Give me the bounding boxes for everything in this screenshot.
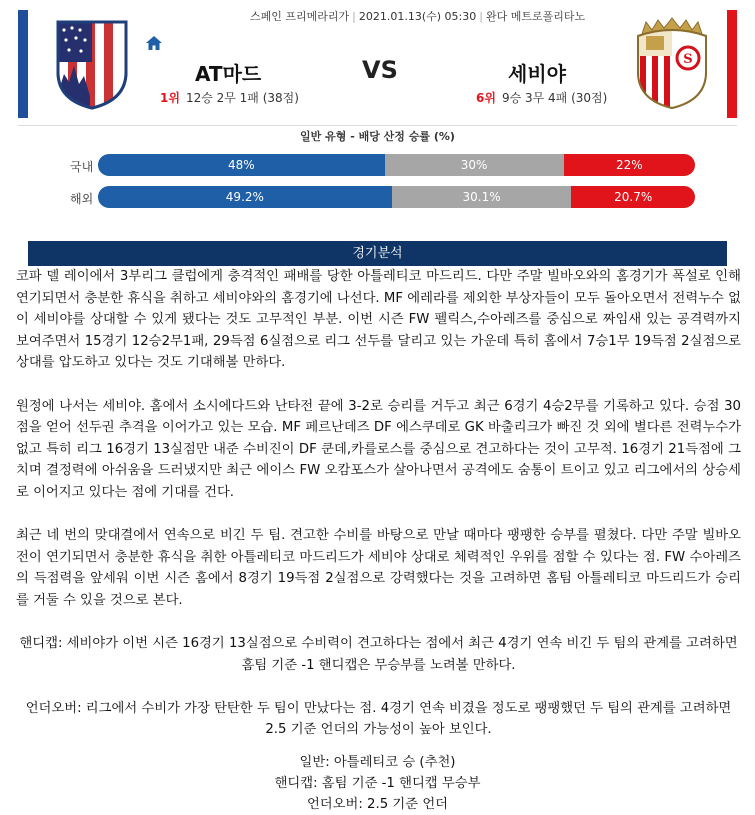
analysis-body — [16, 266, 741, 763]
away-win-segment: 20.7% — [571, 186, 695, 208]
match-header — [0, 0, 755, 120]
away-record-text: 9승 3무 4패 (30점) — [501, 91, 608, 105]
away-win-segment: 22% — [564, 154, 695, 176]
odds-bar — [98, 154, 695, 176]
draw-segment: 30.1% — [392, 186, 572, 208]
header-divider — [18, 125, 737, 126]
vs-label: VS — [362, 56, 398, 84]
odds-row-label: 국내 — [70, 160, 94, 174]
home-win-segment: 49.2% — [98, 186, 392, 208]
sevilla-logo — [632, 16, 712, 112]
away-accent-bar — [727, 10, 737, 118]
analysis-paragraph: 최근 네 번의 맞대결에서 연속으로 비긴 두 팀. 견고한 수비를 바탕으로 만날 때마다 팽팽한 승부를 펼쳤다. 다만 주말 빌바오전이 연기되면서 충분한 휴식을 취한 아틀레티코 마드리드가 세비야 상대로 체력적인 우위를 점할 수 있다는 점. FW 수아레즈의 득점력을 앞세워 이번 시즌 홈에서 8경기 19득점 2실점으로 강력했다는 것을 고려하면 홈팀 아틀레티코 마드리드가 승리를 거둘 수 있을 것으로 본다. — [16, 528, 741, 608]
match-venue: 완다 메트로폴리타노 — [485, 10, 586, 23]
odds-chart-title: 일반 유형 - 배당 산정 승률 (%) — [300, 130, 455, 143]
away-team-name: 세비야 — [508, 62, 566, 86]
handicap-paragraph: 핸디캡: 세비야가 이번 시즌 16경기 13실점으로 수비력이 견고하다는 점에서 최근 4경기 연속 비긴 두 팀의 관계를 고려하면 홈팀 기준 -1 핸디캡은 무승부를 노려볼 만하다. — [19, 636, 738, 673]
home-accent-bar — [18, 10, 28, 118]
analysis-paragraph: 원정에 나서는 세비야. 홈에서 소시에다드와 난타전 끝에 3-2로 승리를 거두고 최근 6경기 4승2무를 기록하고 있다. 승점 30점을 얻어 선두권 추격을 이어가고 있는 모습. MF 페르난데즈 DF 에스쿠데로 GK 바출리크가 빠진 것 외에 별다른 전력누수가 없고 특히 리그 16경기 13실점만 내준 수비진이 DF 쿤데,카를로스를 중심으로 견고하다는 것이 고무적. 16경기 21득점에 그치며 결정력에 아쉬움을 드러냈지만 최근 에이스 FW 오캄포스가 살아나면서 공격에도 숨통이 트이고 있고 리그에서의 상승세로 이어지고 있다는 점에 기대를 건다. — [16, 398, 741, 500]
analysis-paragraph: 코파 델 레이에서 3부리그 클럽에게 충격적인 패배를 당한 아틀레티코 마드리드. 다만 주말 빌바오와의 홈경기가 폭설로 인해 연기되면서 충분한 휴식을 취하고 세비야와의 홈경기에 나선다. MF 에레라를 제외한 부상자들이 모두 돌아오면서 전력누수 없이 세비야를 상대할 수 있게 됐다는 것도 고무적인 부분. 이번 시즌 FW 펠릭스,수아레즈를 중심으로 짜임새 있는 공격력까지 보여주면서 15경기 12승2무1패, 29득점 6실점으로 리그 선두를 달리고 있는 가운데 특히 홈에서 7승1무 19득점 2실점으로 상대를 압도하고 있다는 것도 기대해볼 만하다. — [16, 269, 741, 371]
home-win-segment: 48% — [98, 154, 385, 176]
odds-row-label: 해외 — [70, 192, 94, 206]
atletico-madrid-logo — [54, 14, 130, 110]
svg-text:S: S — [683, 52, 693, 67]
home-record-text: 12승 2무 1패 (38점) — [185, 91, 299, 105]
draw-segment: 30% — [385, 154, 564, 176]
home-team-name: AT마드 — [195, 62, 262, 86]
match-datetime: 2021.01.13(수) 05:30 — [358, 10, 477, 23]
odds-bar — [98, 186, 695, 208]
away-record — [476, 89, 607, 106]
pick-general: 일반: 아틀레티코 승 (추천) — [299, 755, 456, 770]
home-rank: 1위 — [160, 91, 180, 105]
home-record — [160, 89, 299, 106]
under-over-paragraph: 언더오버: 리그에서 수비가 가장 탄탄한 두 팀이 만났다는 점. 4경기 연속 비겼을 정도로 팽팽했던 두 팀의 관계를 고려하면 2.5 기준 언더의 가능성이 높아 보인다. — [25, 700, 732, 738]
match-meta: 스페인 프리메라리가 | 2021.01.13(수) 05:30 | 완다 메트로폴리타노 — [250, 10, 586, 23]
league-name: 스페인 프리메라리가 — [250, 10, 350, 23]
odds-row-overseas — [0, 186, 755, 210]
analysis-section-title: 경기분석 — [28, 241, 727, 266]
pick-under-over: 언더오버: 2.5 기준 언더 — [306, 797, 449, 812]
home-icon — [146, 36, 162, 50]
odds-row-domestic — [0, 154, 755, 178]
prediction-summary — [0, 752, 755, 815]
pick-handicap: 핸디캡: 홈팀 기준 -1 핸디캡 무승부 — [274, 776, 481, 791]
away-rank: 6위 — [476, 91, 496, 105]
